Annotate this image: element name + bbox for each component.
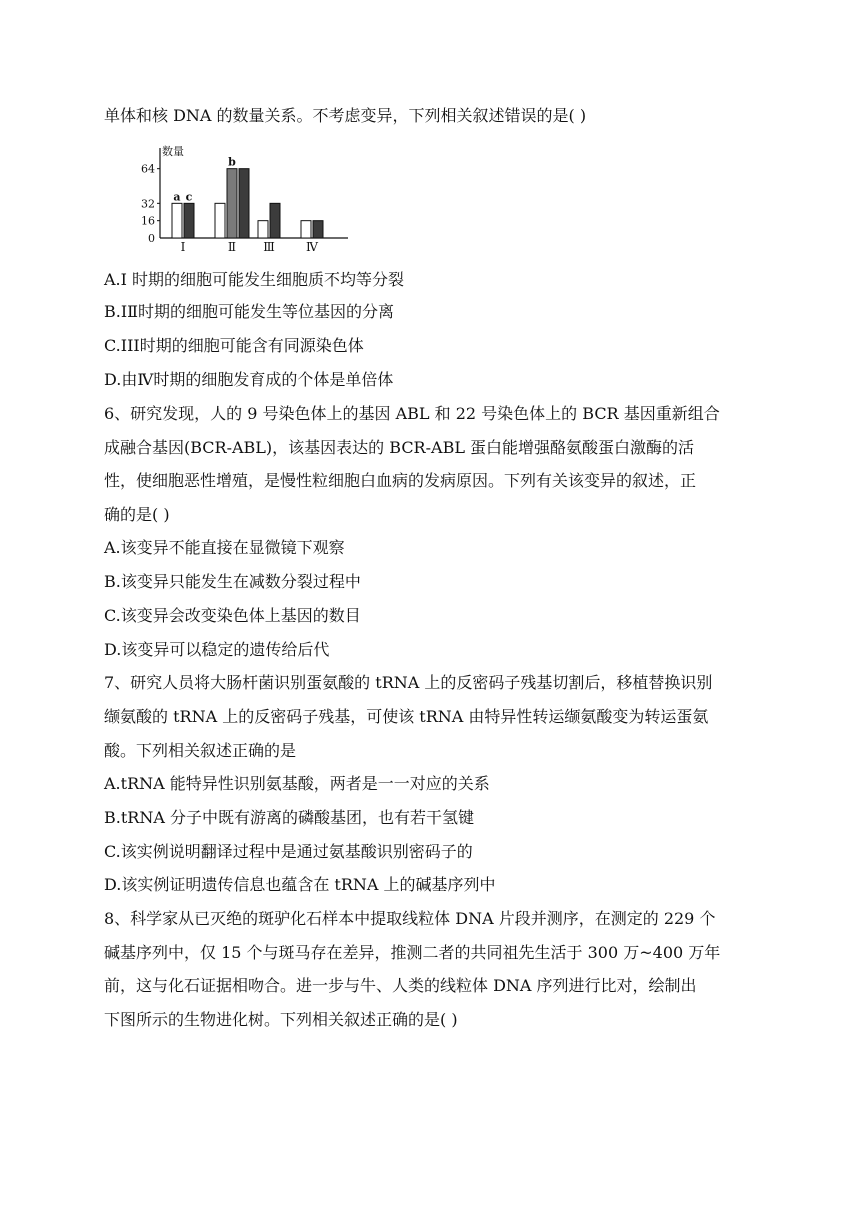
chart-category-label: Ⅱ [227, 240, 237, 252]
chart-ytick-label: 0 [148, 232, 155, 245]
q8-stem-line-4: 下图所示的生物进化树。下列相关叙述正确的是( ) [104, 1010, 458, 1029]
chart-bar [172, 203, 182, 238]
chart-bar [215, 203, 225, 238]
chart-bar [270, 203, 280, 238]
q8-stem-line-3: 前，这与化石证据相吻合。进一步与牛、人类的线粒体 DNA 序列进行比对，绘制出 [104, 976, 697, 995]
q7-option-b: B.tRNA 分子中既有游离的磷酸基团，也有若干氢键 [104, 808, 474, 827]
chart-bar [313, 221, 323, 238]
chart-ytick-label: 16 [141, 214, 155, 228]
q5-option-d: D.由Ⅳ时期的细胞发育成的个体是单倍体 [104, 370, 394, 389]
q8-stem-line-2: 碱基序列中，仅 15 个与斑马存在差异，推测二者的共同祖先生活于 300 万~400 万年 [104, 943, 721, 962]
chart-bar [227, 169, 237, 238]
chart-bar [301, 221, 311, 238]
chart-ytick-label: 64 [141, 162, 155, 176]
q7-stem-line-2: 缬氨酸的 tRNA 上的反密码子残基，可使该 tRNA 由特异性转运缬氨酸变为转运蛋氨 [104, 707, 709, 726]
q6-option-c: C.该变异会改变染色体上基因的数目 [104, 606, 361, 625]
q7-stem-line-1: 7、研究人员将大肠杆菌识别蛋氨酸的 tRNA 上的反密码子残基切割后，移植替换识别 [104, 673, 713, 692]
chromosome-dna-bar-chart [140, 140, 355, 252]
q7-option-c: C.该实例说明翻译过程中是通过氨基酸识别密码子的 [104, 842, 473, 861]
q8-stem-line-1: 8、科学家从已灭绝的斑驴化石样本中提取线粒体 DNA 片段并测序，在测定的 229 个 [104, 909, 716, 928]
chart-bar-letter: a [173, 190, 181, 204]
chart-bars [172, 169, 323, 238]
q7-option-d: D.该实例证明遗传信息也蕴含在 tRNA 上的碱基序列中 [104, 875, 496, 894]
q6-stem-line-1: 6、研究发现，人的 9 号染色体上的基因 ABL 和 22 号染色体上的 BCR 基因重新组合 [104, 404, 720, 423]
chart-bar-letter: b [228, 155, 236, 169]
q7-stem-line-3: 酸。下列相关叙述正确的是 [104, 741, 297, 760]
chart-category-label: Ⅳ [306, 240, 318, 252]
question-5-stem-end: 单体和核 DNA 的数量关系。不考虑变异，下列相关叙述错误的是( ) [104, 106, 587, 125]
chart-ticks [141, 163, 160, 245]
q6-stem-line-3: 性，使细胞恶性增殖，是慢性粒细胞白血病的发病原因。下列有关该变异的叙述，正 [104, 471, 697, 490]
q6-stem-line-4: 确的是( ) [104, 505, 170, 524]
chart-category-label: Ⅲ [263, 240, 275, 252]
q6-option-b: B.该变异只能发生在减数分裂过程中 [104, 572, 361, 591]
chart-ylabel: 数量 [162, 145, 184, 158]
chart-bar [258, 221, 268, 238]
chart-ytick-label: 32 [141, 197, 155, 211]
chart-bar [184, 203, 194, 238]
chart-bar [239, 169, 249, 238]
chart-categories [181, 240, 319, 252]
q5-option-a: A.I 时期的细胞可能发生细胞质不均等分裂 [104, 270, 405, 289]
chart-bar-letter: c [185, 190, 193, 204]
q6-option-d: D.该变异可以稳定的遗传给后代 [104, 640, 330, 659]
q6-option-a: A.该变异不能直接在显微镜下观察 [104, 538, 345, 557]
q5-option-c: C.III时期的细胞可能含有同源染色体 [104, 336, 364, 355]
q6-stem-line-2: 成融合基因(BCR-ABL)，该基因表达的 BCR-ABL 蛋白能增强酪氨酸蛋白激酶的活 [104, 438, 695, 457]
q7-option-a: A.tRNA 能特异性识别氨基酸，两者是一一对应的关系 [104, 774, 490, 793]
q5-option-b: B.IⅡ时期的细胞可能发生等位基因的分离 [104, 302, 395, 321]
chart-category-label: Ⅰ [180, 240, 186, 252]
